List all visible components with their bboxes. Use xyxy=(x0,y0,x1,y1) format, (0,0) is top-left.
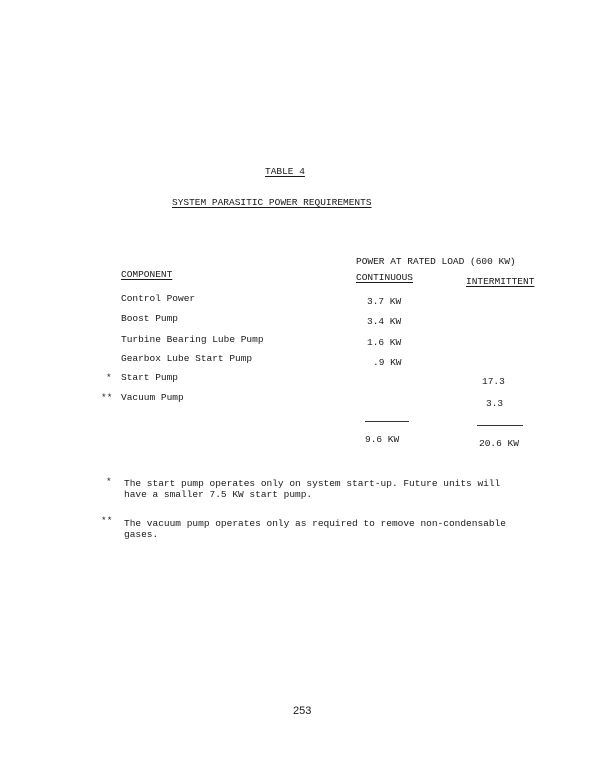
footnote-line: have a smaller 7.5 KW start pump. xyxy=(124,489,313,500)
footnote-line: The start pump operates only on system start-up. Future units will xyxy=(124,478,501,489)
table-row-marker: * xyxy=(106,372,112,383)
total-rule-intermittent xyxy=(477,425,523,426)
table-row-continuous: 3.4 KW xyxy=(367,316,402,327)
table-row-continuous: 3.7 KW xyxy=(367,296,402,307)
table-row-component: Gearbox Lube Start Pump xyxy=(121,353,253,364)
table-row-component: Turbine Bearing Lube Pump xyxy=(121,334,264,345)
column-header-continuous: CONTINUOUS xyxy=(356,272,414,283)
column-header-component: COMPONENT xyxy=(121,269,173,280)
table-row-component: Vacuum Pump xyxy=(121,392,184,403)
table-title: SYSTEM PARASITIC POWER REQUIREMENTS xyxy=(172,197,372,208)
footnote-marker: * xyxy=(106,476,112,487)
table-row-continuous: 1.6 KW xyxy=(367,337,402,348)
footnote-marker: ** xyxy=(101,515,113,526)
total-rule-continuous xyxy=(365,421,409,422)
column-header-intermittent: INTERMITTENT xyxy=(466,276,535,287)
table-row-intermittent: 17.3 xyxy=(482,376,505,387)
table-row-component: Boost Pump xyxy=(121,313,179,324)
table-label: TABLE 4 xyxy=(265,166,305,177)
table-row-marker: ** xyxy=(101,392,113,403)
total-intermittent: 20.6 KW xyxy=(479,438,519,449)
table-row-component: Start Pump xyxy=(121,372,179,383)
page-number: 253 xyxy=(293,705,312,717)
table-row-continuous: .9 KW xyxy=(373,357,402,368)
table-row-component: Control Power xyxy=(121,293,196,304)
footnote-line: The vacuum pump operates only as required to remove non-condensable xyxy=(124,518,506,529)
total-continuous: 9.6 KW xyxy=(365,434,400,445)
power-group-header: POWER AT RATED LOAD (600 KW) xyxy=(356,256,516,267)
footnote-line: gases. xyxy=(124,529,159,540)
table-row-intermittent: 3.3 xyxy=(486,398,504,409)
